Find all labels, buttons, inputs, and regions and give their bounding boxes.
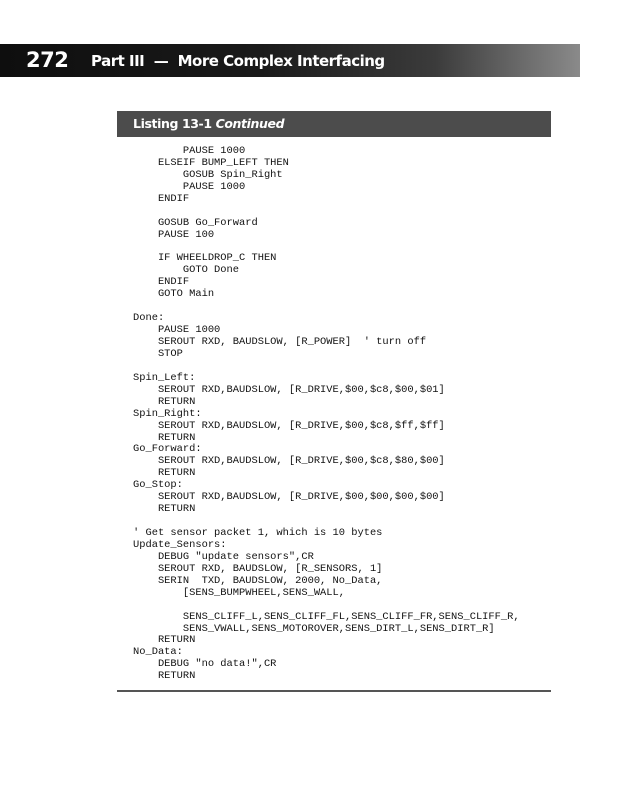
code-listing	[133, 146, 553, 683]
code-line	[133, 600, 553, 612]
code-line: SENS_CLIFF_L,SENS_CLIFF_FL,SENS_CLIFF_FR,SENS_CLIFF_R,	[133, 610, 520, 623]
code-line: GOTO Done	[133, 264, 240, 277]
code-line: DEBUG "update sensors",CR	[133, 550, 314, 563]
listing-number-label: Listing 13-1	[133, 116, 216, 131]
code-line: RETURN	[133, 634, 196, 647]
code-line: Spin_Right:	[133, 407, 202, 420]
listing-heading	[133, 115, 284, 132]
code-line: GOSUB Spin_Right	[133, 168, 283, 181]
code-line: SENS_VWALL,SENS_MOTOROVER,SENS_DIRT_L,SENS_DIRT_R]	[133, 622, 495, 635]
code-line: SEROUT RXD,BAUDSLOW, [R_DRIVE,$00,$c8,$00,$01]	[133, 383, 445, 396]
code-line: ENDIF	[133, 192, 190, 205]
part-title: Part III — More Complex Interfacing	[91, 52, 385, 70]
code-line: SERIN TXD, BAUDSLOW, 2000, No_Data,	[133, 574, 383, 587]
code-line: STOP	[133, 347, 183, 360]
code-line: GOSUB Go_Forward	[133, 216, 258, 229]
listing-bottom-rule	[117, 690, 551, 692]
listing-continued-label: Continued	[215, 116, 285, 131]
code-line: ELSEIF BUMP_LEFT THEN	[133, 156, 289, 169]
code-line: RETURN	[133, 395, 196, 408]
code-line: ' Get sensor packet 1, which is 10 bytes	[133, 527, 383, 539]
code-line: PAUSE 1000	[133, 324, 221, 337]
code-line: Go_Forward:	[133, 443, 202, 456]
code-line: ENDIF	[133, 276, 190, 289]
code-line: SEROUT RXD,BAUDSLOW, [R_DRIVE,$00,$c8,$ff,$ff]	[133, 419, 445, 432]
code-line: SEROUT RXD, BAUDSLOW, [R_POWER] ' turn off	[133, 336, 427, 348]
code-line: SEROUT RXD,BAUDSLOW, [R_DRIVE,$00,$00,$00,$00]	[133, 491, 445, 504]
code-line: IF WHEELDROP_C THEN	[133, 252, 277, 265]
code-line: SEROUT RXD, BAUDSLOW, [R_SENSORS, 1]	[133, 562, 383, 575]
code-line: SEROUT RXD,BAUDSLOW, [R_DRIVE,$00,$c8,$80,$00]	[133, 455, 445, 468]
code-line: Go_Stop:	[133, 479, 183, 492]
code-line	[133, 361, 553, 373]
code-line: RETURN	[133, 670, 196, 683]
code-line: [SENS_BUMPWHEEL,SENS_WALL,	[133, 586, 346, 599]
code-line	[133, 206, 553, 218]
code-line: RETURN	[133, 431, 196, 444]
code-line: RETURN	[133, 467, 196, 480]
page-number: 272	[26, 48, 69, 72]
code-line: Done:	[133, 312, 165, 325]
code-line: Update_Sensors:	[133, 538, 227, 551]
code-line	[133, 301, 553, 313]
code-line: Spin_Left:	[133, 371, 196, 384]
code-line: PAUSE 100	[133, 228, 215, 241]
code-line: PAUSE 1000	[133, 180, 246, 193]
code-line: DEBUG "no data!",CR	[133, 658, 277, 671]
code-line: GOTO Main	[133, 288, 215, 301]
code-line: RETURN	[133, 503, 196, 516]
code-line: PAUSE 1000	[133, 145, 246, 157]
code-line: No_Data:	[133, 646, 183, 659]
